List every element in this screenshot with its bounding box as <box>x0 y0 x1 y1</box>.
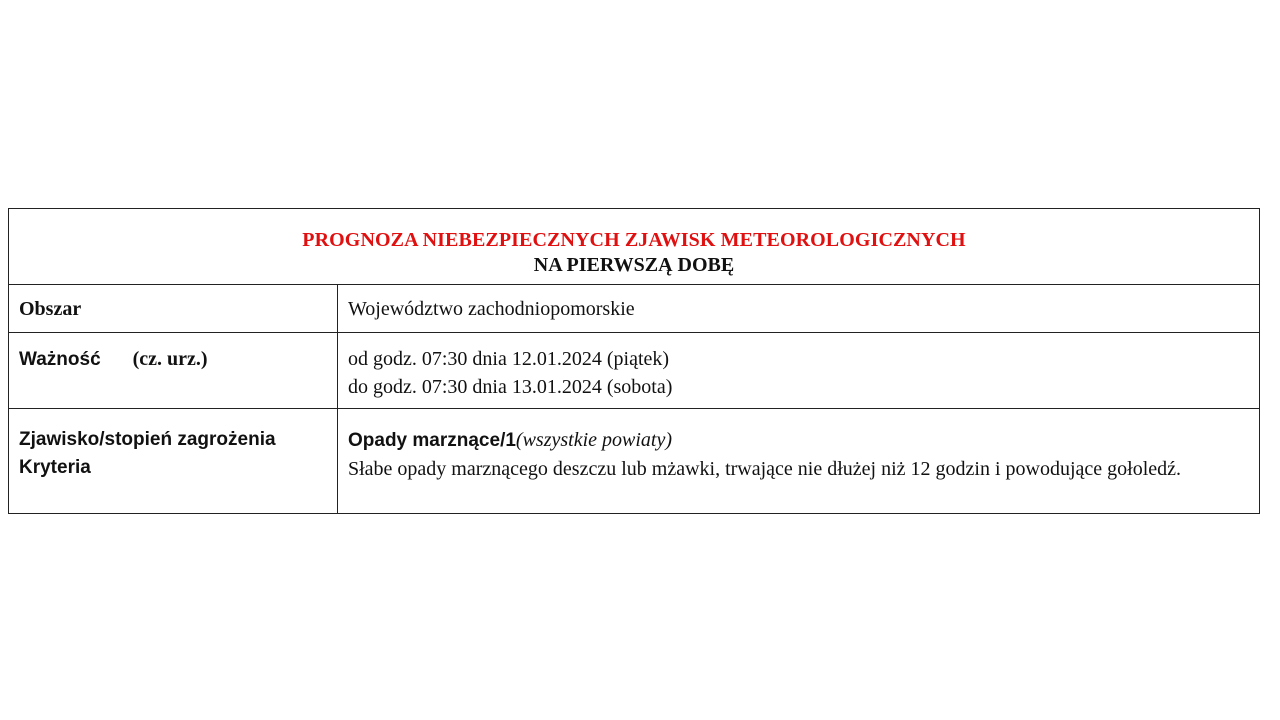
validity-value <box>338 333 1259 408</box>
phenomenon-label-line-1: Zjawisko/stopień zagrożenia <box>19 429 276 450</box>
area-value-text: Województwo zachodniopomorskie <box>348 297 635 320</box>
phenomenon-label-line-2: Kryteria <box>19 457 91 478</box>
validity-to: do godz. 07:30 dnia 13.01.2024 (sobota) <box>348 376 673 398</box>
validity-label-suffix: (cz. urz.) <box>132 348 208 370</box>
validity-label-text: Ważność <box>19 349 101 370</box>
area-label-text: Obszar <box>19 297 82 320</box>
phenomenon-scope: (wszystkie powiaty) <box>515 429 673 451</box>
row-area <box>9 285 1259 333</box>
area-label <box>9 285 338 332</box>
warning-title: PROGNOZA NIEBEZPIECZNYCH ZJAWISK METEOROLOGICZNYCH <box>302 229 966 251</box>
phenomenon-title: Opady marznące/1 <box>348 430 516 451</box>
area-value <box>338 285 1259 332</box>
validity-label <box>9 333 338 408</box>
validity-from: od godz. 07:30 dnia 12.01.2024 (piątek) <box>348 348 670 370</box>
phenomenon-description: Słabe opady marznącego deszczu lub mżawki, trwające nie dłużej niż 12 godzin i powodujące gołoledź. <box>348 458 1182 480</box>
row-phenomenon <box>9 409 1259 513</box>
warning-table <box>8 208 1260 514</box>
warning-subtitle: NA PIERWSZĄ DOBĘ <box>533 254 735 276</box>
phenomenon-value <box>338 409 1259 513</box>
warning-title-block <box>9 209 1259 285</box>
row-validity <box>9 333 1259 409</box>
phenomenon-label <box>9 409 338 513</box>
